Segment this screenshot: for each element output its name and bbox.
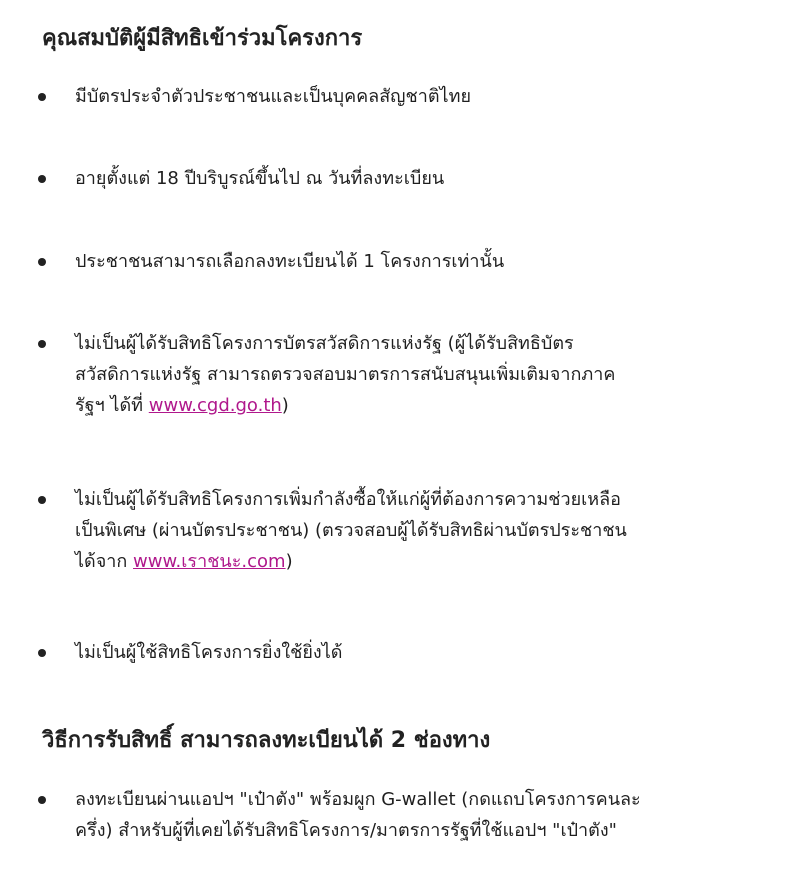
bullet-icon [38,496,46,504]
list-item [75,328,755,421]
item-text: มีบัตรประจำตัวประชาชนและเป็นบุคคลสัญชาติไทย [75,86,471,107]
bullet-icon [38,175,46,183]
item-text-line: สวัสดิการแห่งรัฐ สามารถตรวจสอบมาตรการสนับสนุนเพิ่มเติมจากภาค [75,364,616,385]
item-text: ไม่เป็นผู้ใช้สิทธิโครงการยิ่งใช้ยิ่งได้ [75,642,343,663]
item-text-line-last [75,390,755,421]
list-item [75,484,755,577]
item-text-line-last [75,546,755,577]
cgd-link[interactable]: www.cgd.go.th [148,395,282,416]
list-item [75,81,755,112]
list-item [75,637,755,668]
rao-chana-link[interactable]: www.เราชนะ.com [133,551,286,572]
item-text: ประชาชนสามารถเลือกลงทะเบียนได้ 1 โครงการเท่านั้น [75,251,505,272]
item-text-suffix: ) [285,551,293,572]
item-text-line: ไม่เป็นผู้ได้รับสิทธิโครงการบัตรสวัสดิการแห่งรัฐ (ผู้ได้รับสิทธิบัตร [75,333,574,354]
item-text-line: ลงทะเบียนผ่านแอปฯ "เป๋าตัง" พร้อมผูก G-wallet (กดแถบโครงการคนละ [75,789,641,810]
item-text-suffix: ) [281,395,289,416]
item-text-prefix: รัฐฯ ได้ที่ [75,395,149,416]
bullet-icon [38,258,46,266]
list-item [75,246,755,277]
item-text-line: เป็นพิเศษ (ผ่านบัตรประชาชน) (ตรวจสอบผู้ได้รับสิทธิผ่านบัตรประชาชน [75,520,627,541]
bullet-icon [38,796,46,804]
item-text-line: ครึ่ง) สำหรับผู้ที่เคยได้รับสิทธิโครงการ/มาตรการรัฐที่ใช้แอปฯ "เป๋าตัง" [75,820,617,841]
list-item [75,163,755,194]
section-heading-eligibility: คุณสมบัติผู้มีสิทธิเข้าร่วมโครงการ [42,26,363,51]
bullet-icon [38,649,46,657]
item-text-prefix: ได้จาก [75,551,134,572]
section-heading-registration: วิธีการรับสิทธิ์ สามารถลงทะเบียนได้ 2 ช่องทาง [42,728,491,753]
item-text: อายุตั้งแต่ 18 ปีบริบูรณ์ขึ้นไป ณ วันที่ลงทะเบียน [75,168,445,189]
bullet-icon [38,340,46,348]
list-item [75,784,755,846]
bullet-icon [38,93,46,101]
item-text-line: ไม่เป็นผู้ได้รับสิทธิโครงการเพิ่มกำลังซื้อให้แก่ผู้ที่ต้องการความช่วยเหลือ [75,489,621,510]
